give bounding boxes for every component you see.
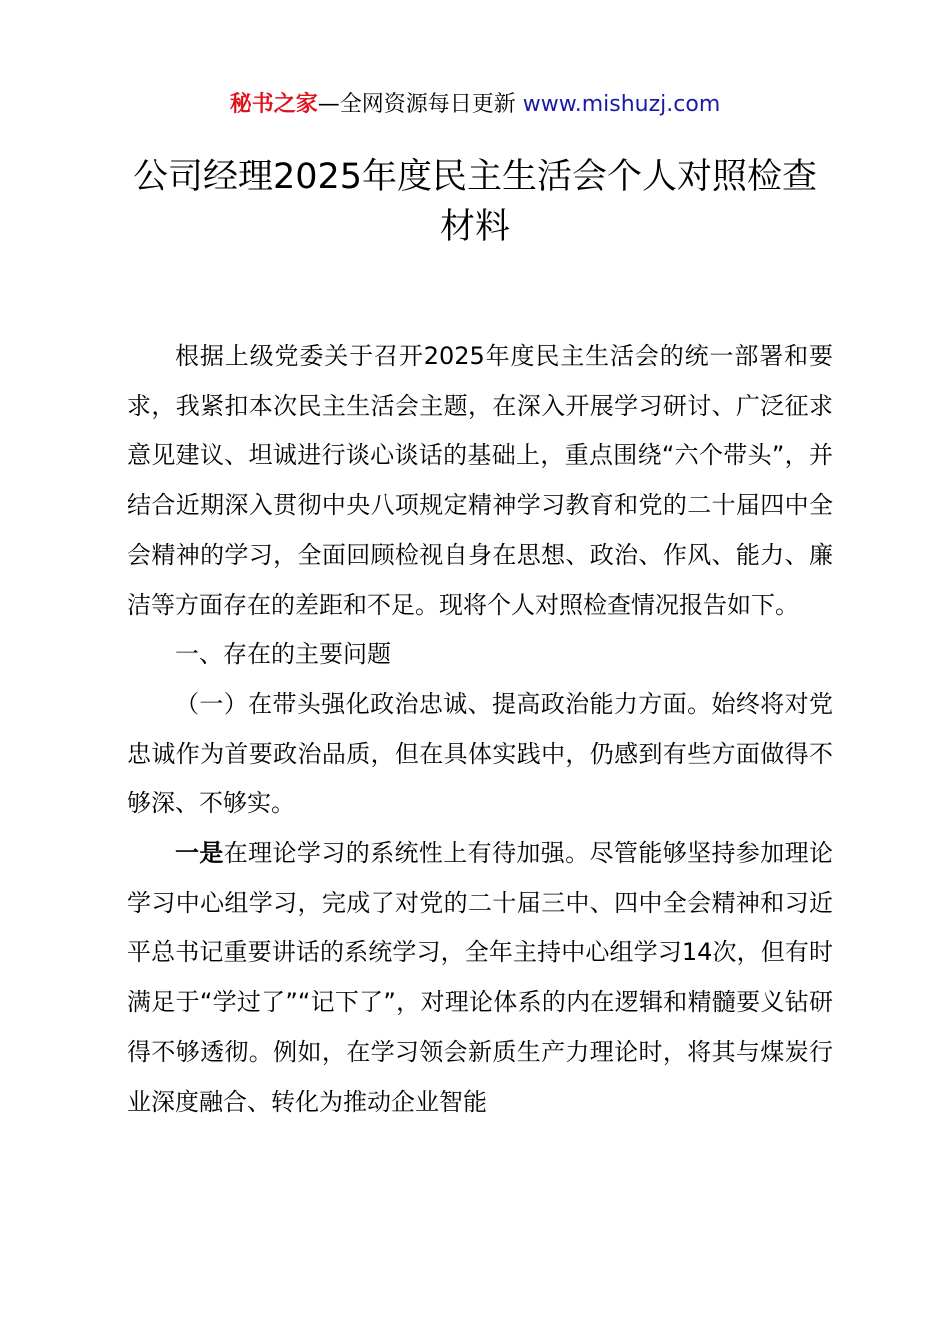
brand-name: 秘书之家: [229, 92, 318, 117]
subsection-paragraph: （一）在带头强化政治忠诚、提高政治能力方面。始终将对党忠诚作为首要政治品质，但在具体实践中，仍感到有些方面做得不够深、不够实。: [127, 689, 833, 818]
header-tagline: —全网资源每日更新: [317, 92, 516, 117]
document-title: 公司经理2025年度民主生活会个人对照检查材料: [132, 157, 818, 247]
document-body: [127, 332, 833, 1127]
point-lead: 一是: [175, 839, 224, 868]
site-header: [0, 88, 950, 122]
intro-paragraph: 根据上级党委关于召开2025年度民主生活会的统一部署和要求，我紧扣本次民主生活会主题，在深入开展学习研讨、广泛征求意见建议、坦诚进行谈心谈话的基础上，重点围绕“六个带头”，并结合近期深入贯彻中央八项规定精神学习教育和党的二十届四中全会精神的学习，全面回顾检视自身在思想、政治、作风、能力、廉洁等方面存在的差距和不足。现将个人对照检查情况报告如下。: [127, 342, 833, 619]
point-paragraph: [127, 829, 833, 1127]
point-text: 在理论学习的系统性上有待加强。尽管能够坚持参加理论学习中心组学习，完成了对党的二十届三中、四中全会精神和习近平总书记重要讲话的系统学习，全年主持中心组学习14次，但有时满足于“学过了”“记下了”，对理论体系的内在逻辑和精髓要义钻研得不够透彻。例如，在学习领会新质生产力理论时，将其与煤炭行业深度融合、转化为推动企业智能: [127, 839, 834, 1116]
section-heading: 一、存在的主要问题: [175, 640, 391, 669]
site-url-link[interactable]: www.mishuzj.com: [522, 92, 721, 117]
